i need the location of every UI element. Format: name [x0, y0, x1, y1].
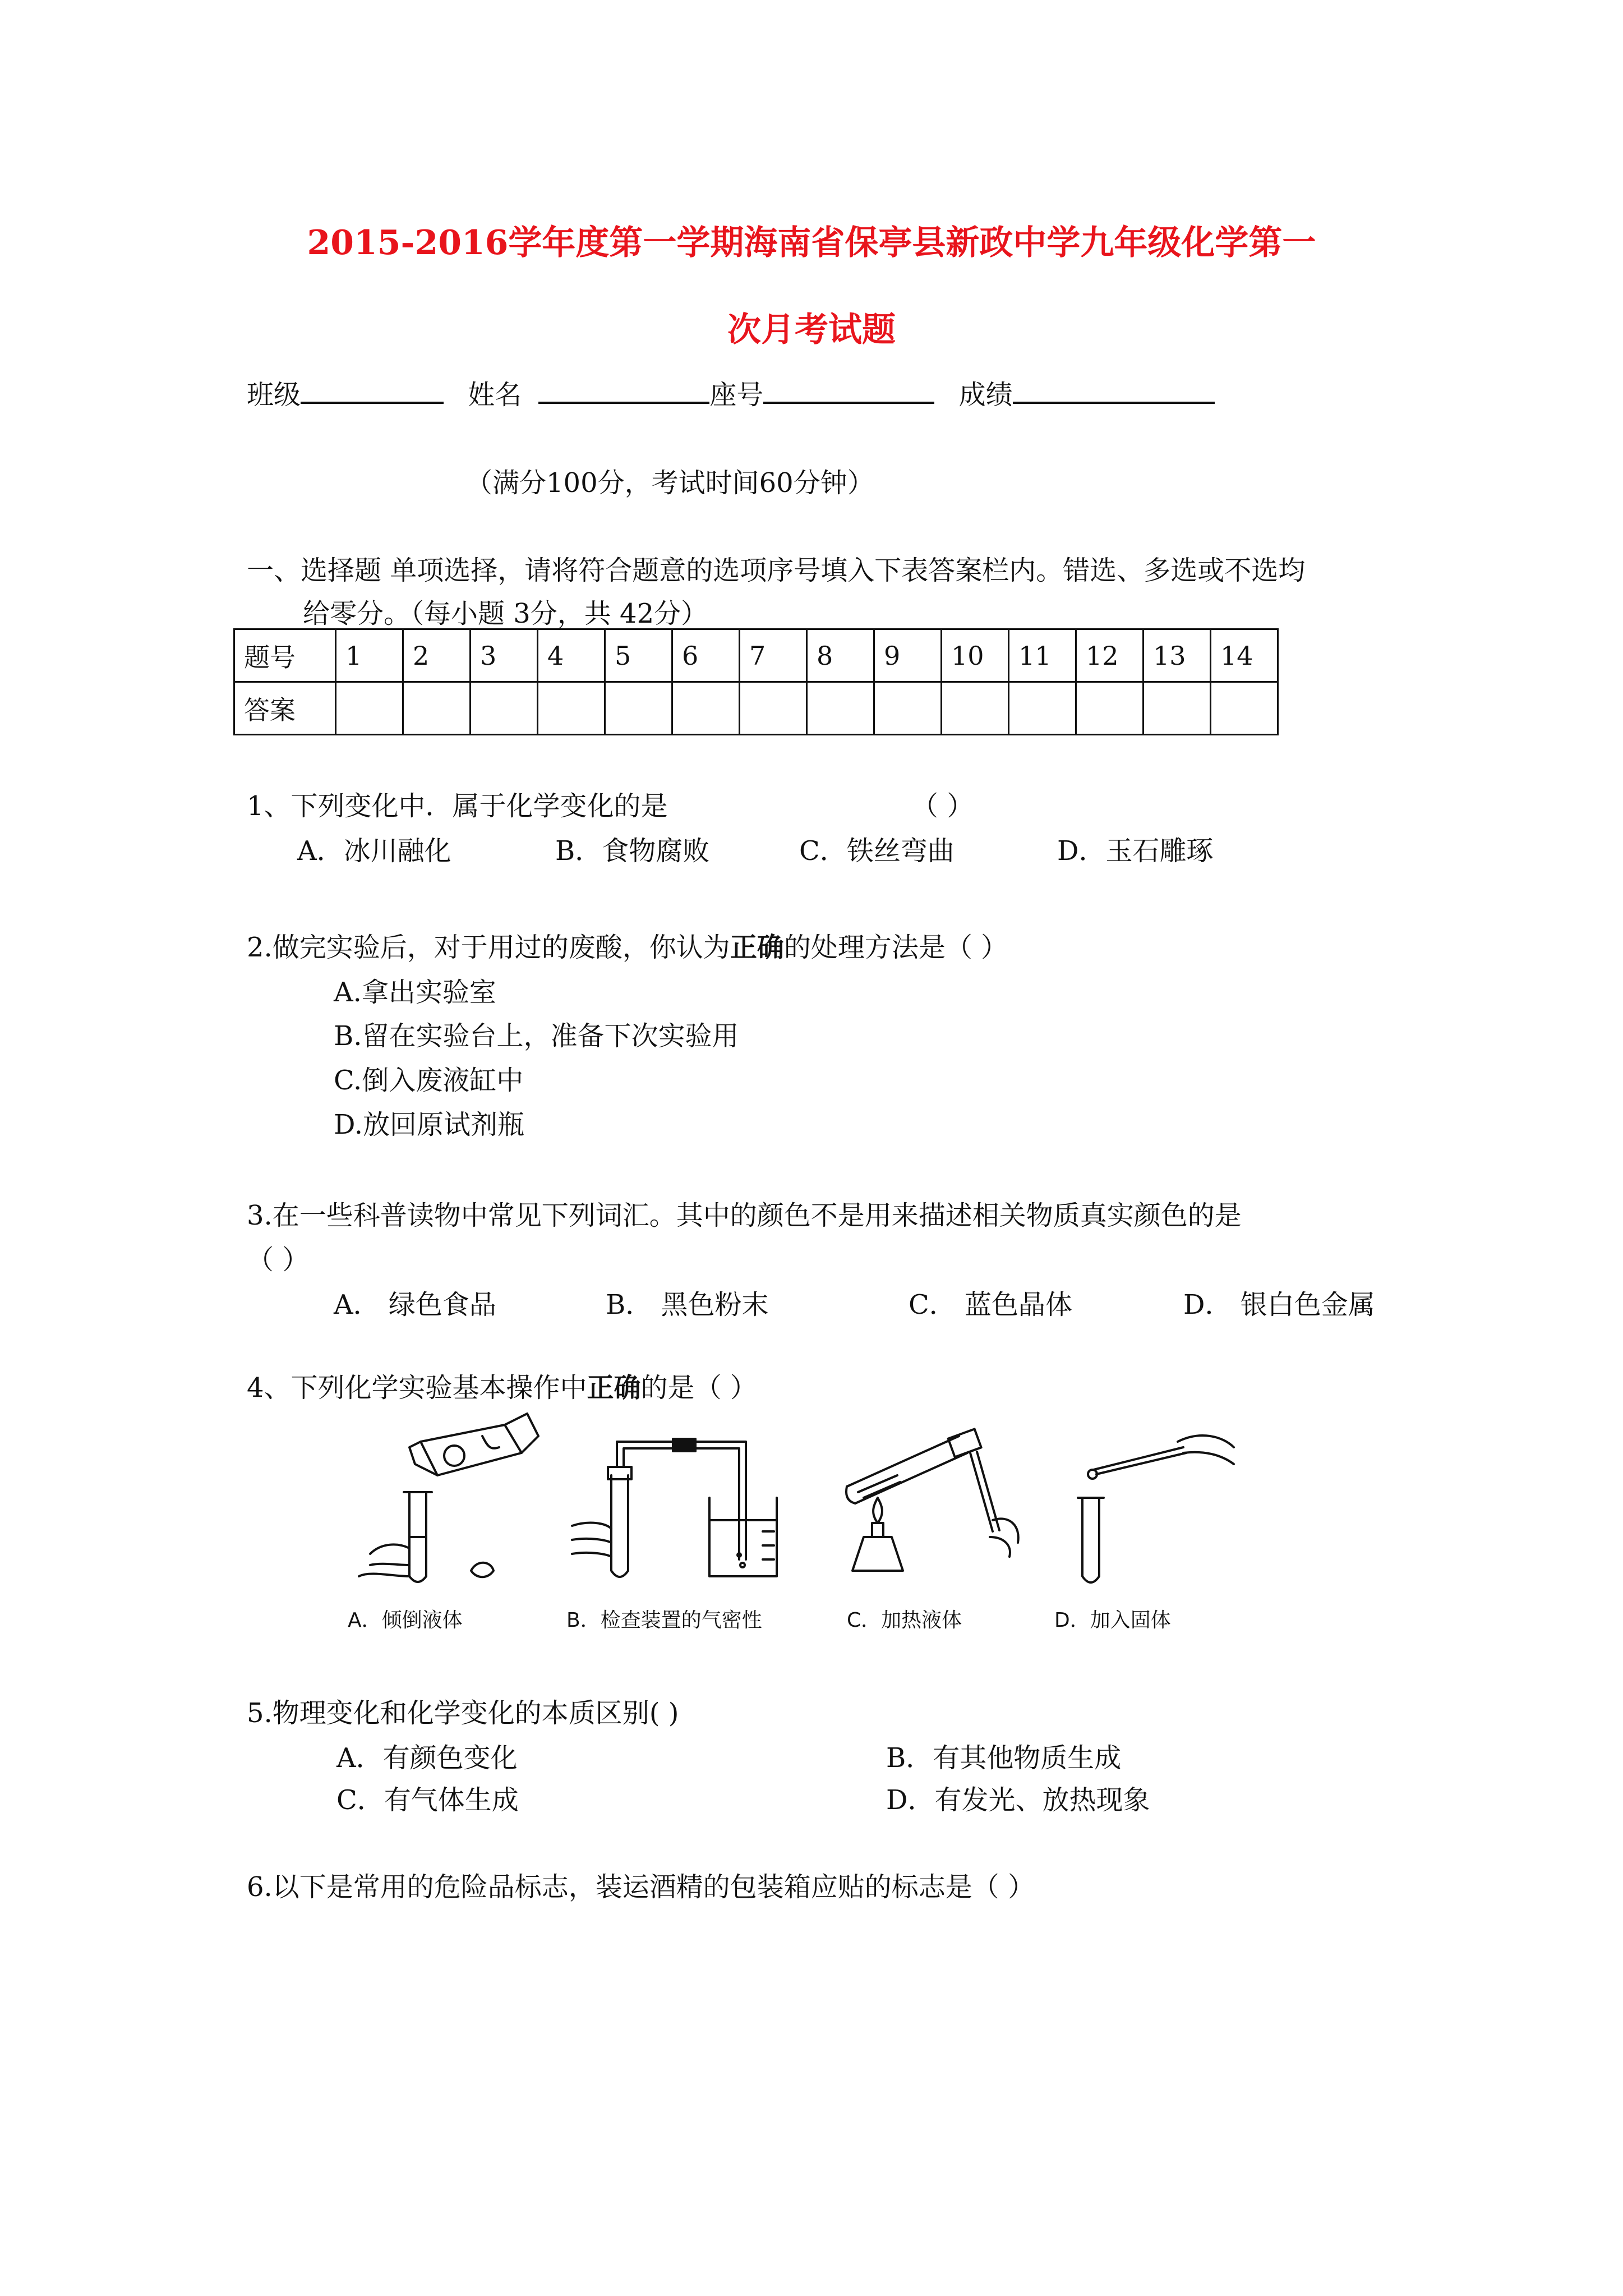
figure-adding-solid [1043, 1408, 1267, 1644]
q1-answer-paren: （ ） [911, 790, 974, 822]
answer-cell[interactable] [740, 682, 807, 735]
answer-cell[interactable] [672, 682, 740, 735]
q5-option-b: B．有其他物质生成 [886, 1742, 1122, 1774]
question-number-cell: 3 [471, 629, 538, 682]
question-number-cell: 1 [336, 629, 403, 682]
class-blank[interactable] [301, 379, 444, 404]
page-title-line2: 次月考试题 [727, 310, 896, 349]
answer-cell[interactable] [942, 682, 1009, 735]
q2-stem-part1: 2.做完实验后，对于用过的废酸，你认为 [247, 932, 730, 963]
q3-option-b: B． 黑色粉末 [606, 1289, 769, 1320]
question-number-cell: 4 [538, 629, 605, 682]
question-number-cell: 7 [740, 629, 807, 682]
airtightness-check-illustration [561, 1408, 824, 1593]
pouring-liquid-illustration [336, 1408, 572, 1593]
q2-option-b: B.留在实验台上，准备下次实验用 [334, 1020, 739, 1052]
question-number-cell: 13 [1144, 629, 1211, 682]
answer-cell[interactable] [1211, 682, 1278, 735]
section1-heading-line1: 一、选择题 单项选择，请将符合题意的选项序号填入下表答案栏内。错选、多选或不选均 [247, 555, 1306, 586]
student-info-row [247, 373, 1215, 412]
score-blank[interactable] [1013, 379, 1215, 404]
q5-stem: 5.物理变化和化学变化的本质区别( ) [247, 1697, 679, 1729]
question-number-cell: 14 [1211, 629, 1278, 682]
q4-stem [247, 1366, 757, 1405]
answer-cell[interactable] [1009, 682, 1076, 735]
heating-liquid-illustration [824, 1408, 1049, 1593]
figure-caption-a: A．倾倒液体 [348, 1609, 463, 1632]
answer-cell[interactable] [807, 682, 874, 735]
question-number-cell: 8 [807, 629, 874, 682]
question-number-cell: 2 [403, 629, 471, 682]
class-label: 班级 [247, 379, 301, 411]
answer-cell[interactable] [605, 682, 672, 735]
q2-stem-part2: 的处理方法是（ ） [783, 932, 1008, 963]
name-blank[interactable] [538, 379, 709, 404]
q3-stem: 3.在一些科普读物中常见下列词汇。其中的颜色不是用来描述相关物质真实颜色的是 [247, 1200, 1242, 1231]
question-number-cell: 6 [672, 629, 740, 682]
answer-cell[interactable] [1076, 682, 1144, 735]
q3-option-d: D． 银白色金属 [1183, 1289, 1375, 1320]
q1-option-c: C．铁丝弯曲 [799, 835, 955, 867]
figure-airtightness-check [561, 1408, 824, 1644]
page-title-line1: 2015-2016学年度第一学期海南省保亭县新政中学九年级化学第一 [307, 223, 1316, 263]
row-label-number: 题号 [234, 629, 336, 682]
answer-cell[interactable] [538, 682, 605, 735]
q1-option-d: D．玉石雕琢 [1057, 835, 1214, 867]
table-row-answers [234, 682, 1278, 735]
q3-option-a: A． 绿色食品 [334, 1289, 496, 1320]
q1-option-a: A．冰川融化 [297, 835, 451, 867]
question-number-cell: 9 [874, 629, 942, 682]
q2-stem [247, 926, 1008, 964]
q5-option-d: D．有发光、放热现象 [886, 1784, 1150, 1816]
question-number-cell: 5 [605, 629, 672, 682]
q5-option-a: A．有颜色变化 [336, 1742, 518, 1774]
figure-caption-d: D．加入固体 [1054, 1609, 1171, 1632]
q1-option-b: B．食物腐败 [555, 835, 710, 867]
answer-cell[interactable] [874, 682, 942, 735]
question-number-cell: 10 [942, 629, 1009, 682]
q6-stem: 6.以下是常用的危险品标志，装运酒精的包装箱应贴的标志是（ ） [247, 1871, 1035, 1903]
q2-option-d: D.放回原试剂瓶 [334, 1109, 525, 1140]
question-number-cell: 11 [1009, 629, 1076, 682]
exam-note: （满分100分，考试时间60分钟） [465, 467, 874, 499]
answer-table [233, 628, 1279, 735]
question-number-cell: 12 [1076, 629, 1144, 682]
q4-stem-emphasis: 正确 [587, 1372, 641, 1404]
q2-option-a: A.拿出实验室 [334, 977, 496, 1008]
figure-caption-c: C．加热液体 [847, 1609, 962, 1632]
q4-stem-part1: 4、下列化学实验基本操作中 [247, 1372, 587, 1404]
answer-cell[interactable] [336, 682, 403, 735]
seat-label: 座号 [709, 379, 764, 411]
score-label: 成绩 [958, 379, 1013, 411]
figure-caption-b: B．检查装置的气密性 [566, 1609, 762, 1632]
figure-pouring-liquid [336, 1408, 572, 1644]
q3-answer-paren: （ ） [247, 1244, 310, 1276]
q1-stem: 1、下列变化中．属于化学变化的是 [247, 790, 668, 822]
answer-cell[interactable] [403, 682, 471, 735]
seat-blank[interactable] [763, 379, 934, 404]
q5-option-c: C．有气体生成 [336, 1784, 519, 1816]
section1-heading-line2: 给零分。（每小题 3分，共 42分） [303, 598, 708, 629]
table-row-numbers [234, 629, 1278, 682]
q3-option-c: C． 蓝色晶体 [909, 1289, 1072, 1320]
answer-cell[interactable] [1144, 682, 1211, 735]
figure-heating-liquid [824, 1408, 1049, 1644]
q2-option-c: C.倒入废液缸中 [334, 1065, 524, 1096]
q2-stem-emphasis: 正确 [730, 932, 784, 963]
name-label: 姓名 [468, 379, 522, 411]
row-label-answer: 答案 [234, 682, 336, 735]
q4-stem-part2: 的是（ ） [640, 1372, 757, 1404]
adding-solid-illustration [1043, 1408, 1267, 1593]
answer-cell[interactable] [471, 682, 538, 735]
